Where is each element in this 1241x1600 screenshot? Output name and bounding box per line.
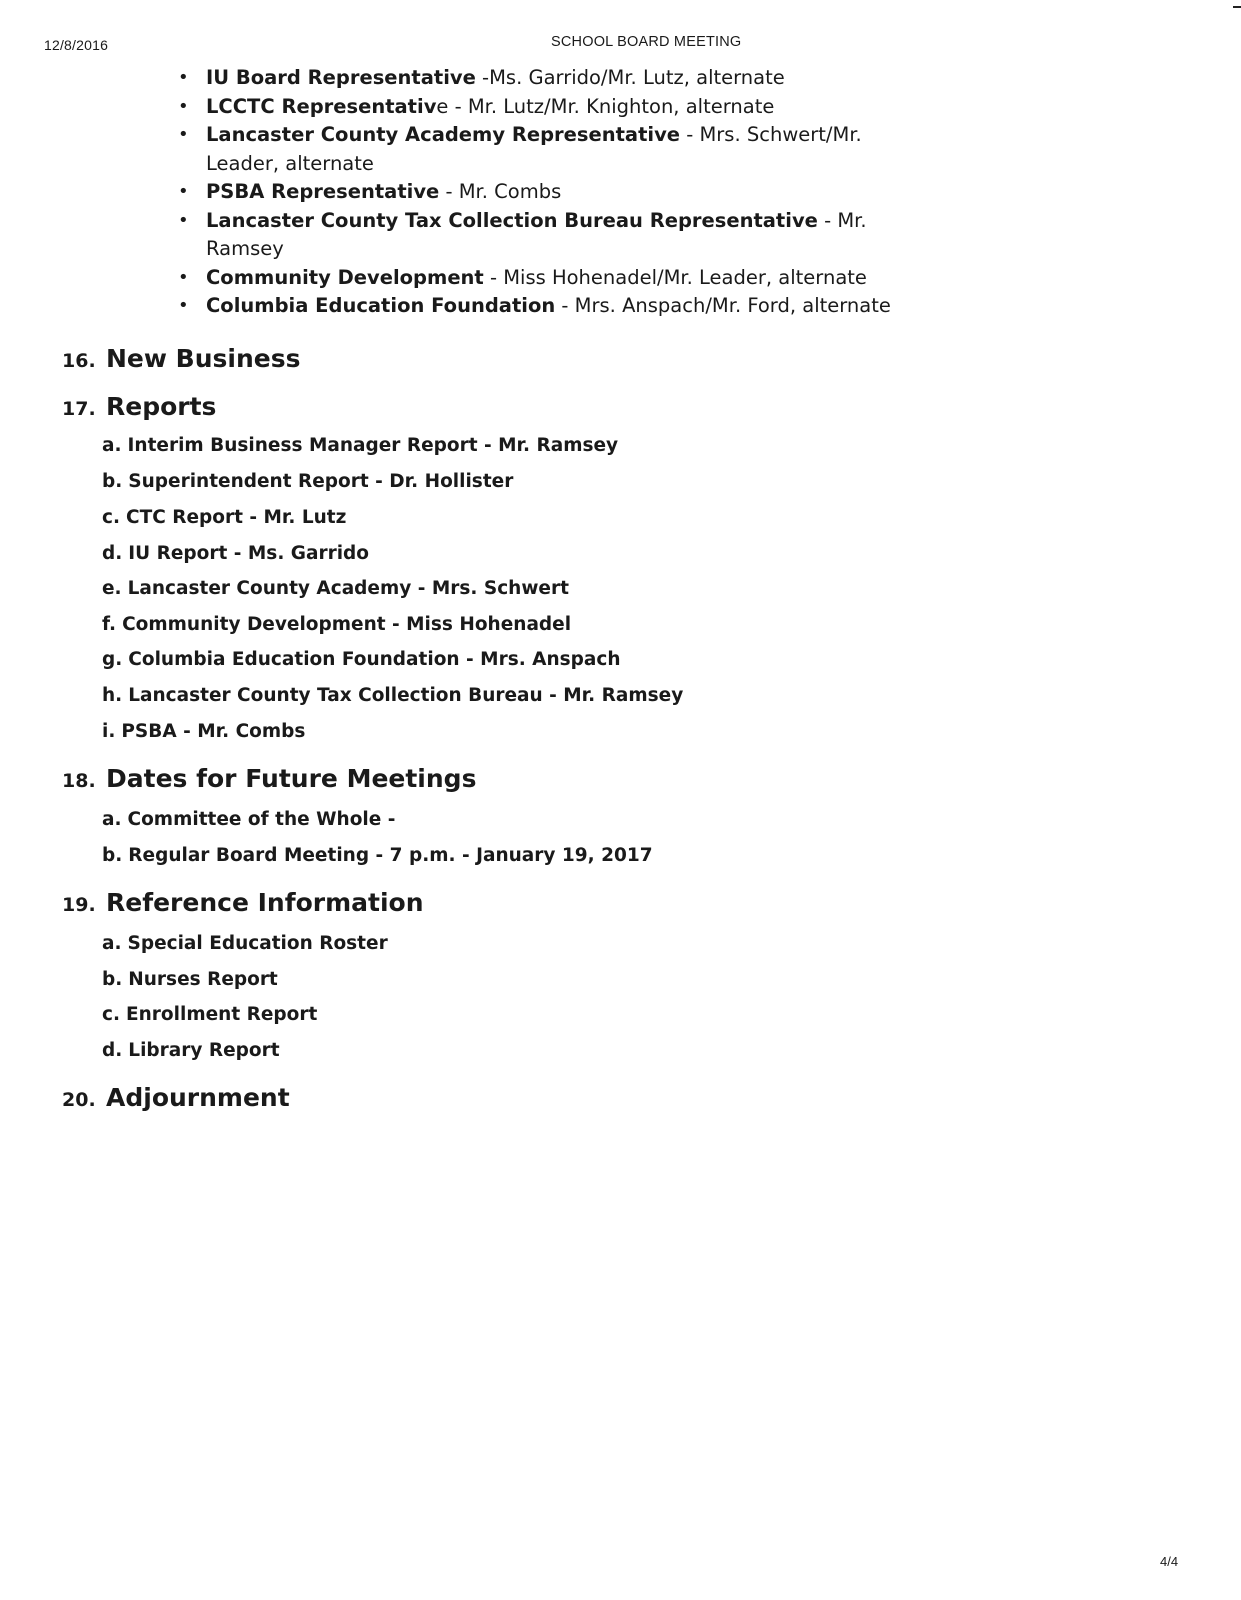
list-item <box>102 543 369 564</box>
role-detail: - Mrs. Schwert/Mr. Leader, alternate <box>206 123 862 175</box>
item-letter: c. <box>102 507 120 528</box>
item-letter: a. <box>102 809 122 830</box>
list-item <box>102 471 513 492</box>
list-item <box>102 721 305 742</box>
role-detail: e - Mr. Lutz/Mr. Knighton, alternate <box>436 94 775 118</box>
item-text: Columbia Education Foundation - Mrs. Anspach <box>128 649 621 670</box>
page-edge-mark <box>1233 6 1241 8</box>
bullet-icon: • <box>178 124 189 145</box>
list-item <box>102 614 571 635</box>
section-title: Reference Information <box>106 888 424 917</box>
section-number: 19. <box>62 894 96 916</box>
section-heading-future-meetings <box>62 764 476 793</box>
item-letter: f. <box>102 614 117 635</box>
representatives-list <box>178 64 906 321</box>
item-letter: a. <box>102 435 122 456</box>
item-text: PSBA - Mr. Combs <box>121 721 306 742</box>
list-item <box>102 845 653 866</box>
role-detail: - Mr. Ramsey <box>206 208 867 260</box>
item-text: Nurses Report <box>128 969 278 990</box>
section-heading-adjournment <box>62 1083 290 1112</box>
item-letter: b. <box>102 845 123 866</box>
list-item <box>178 292 906 321</box>
header-date: 12/8/2016 <box>44 37 109 53</box>
role-label: Lancaster County Tax Collection Bureau Representative <box>206 208 818 232</box>
list-item <box>102 969 278 990</box>
list-item <box>178 264 906 293</box>
item-text: IU Report - Ms. Garrido <box>128 543 369 564</box>
page-number: 4/4 <box>1160 1554 1179 1569</box>
item-text: Special Education Roster <box>127 933 388 954</box>
header-title: SCHOOL BOARD MEETING <box>551 34 742 50</box>
bullet-icon: • <box>178 95 189 117</box>
item-text: Committee of the Whole - <box>127 809 396 830</box>
list-item <box>178 93 906 122</box>
list-item <box>102 685 683 706</box>
list-item <box>102 649 621 670</box>
role-detail: -Ms. Garrido/Mr. Lutz, alternate <box>475 66 785 89</box>
section-number: 20. <box>62 1089 96 1111</box>
section-heading-new-business <box>62 344 301 373</box>
item-letter: a. <box>102 933 122 954</box>
item-letter: i. <box>102 721 116 742</box>
bullet-icon: • <box>178 181 189 202</box>
bullet-icon: • <box>178 266 189 288</box>
section-heading-reference-information <box>62 888 424 917</box>
role-label: Community Development <box>206 265 484 289</box>
item-text: Interim Business Manager Report - Mr. Ramsey <box>127 435 619 456</box>
role-label: LCCTC Representativ <box>206 94 437 118</box>
item-text: Lancaster County Tax Collection Bureau - Mr. Ramsey <box>128 685 684 706</box>
section-title: Dates for Future Meetings <box>106 764 477 793</box>
role-label: Columbia Education Foundation <box>206 294 556 317</box>
role-detail: - Mrs. Anspach/Mr. Ford, alternate <box>555 294 891 317</box>
list-item <box>102 435 618 456</box>
list-item <box>102 933 388 954</box>
item-letter: g. <box>102 649 123 670</box>
section-title: New Business <box>106 344 301 373</box>
list-item <box>102 809 395 830</box>
section-title: Reports <box>106 392 217 421</box>
list-item <box>102 507 346 528</box>
section-number: 17. <box>62 398 96 420</box>
list-item <box>178 207 906 264</box>
item-letter: d. <box>102 543 123 564</box>
role-detail: - Mr. Combs <box>439 180 562 203</box>
item-letter: b. <box>102 969 123 990</box>
bullet-icon: • <box>178 209 189 231</box>
role-detail: - Miss Hohenadel/Mr. Leader, alternate <box>483 265 867 289</box>
section-number: 16. <box>62 350 96 372</box>
bullet-icon: • <box>178 67 189 88</box>
list-item <box>102 1040 280 1061</box>
role-label: IU Board Representative <box>206 66 476 89</box>
list-item <box>178 121 906 178</box>
item-text: Superintendent Report - Dr. Hollister <box>128 471 514 492</box>
section-number: 18. <box>62 770 96 792</box>
section-heading-reports <box>62 392 216 421</box>
bullet-icon: • <box>178 295 189 316</box>
item-letter: e. <box>102 578 122 599</box>
item-text: Regular Board Meeting - 7 p.m. - January 19, 2017 <box>128 845 653 866</box>
item-text: Library Report <box>128 1040 280 1061</box>
item-letter: d. <box>102 1040 123 1061</box>
item-text: CTC Report - Mr. Lutz <box>126 507 347 528</box>
list-item <box>178 64 906 93</box>
item-letter: b. <box>102 471 123 492</box>
list-item <box>178 178 906 207</box>
role-label: Lancaster County Academy Representative <box>206 123 681 146</box>
item-letter: h. <box>102 685 123 706</box>
role-label: PSBA Representative <box>206 180 440 203</box>
list-item <box>102 578 569 599</box>
item-text: Enrollment Report <box>126 1004 318 1025</box>
item-text: Community Development - Miss Hohenadel <box>122 614 572 635</box>
list-item <box>102 1004 317 1025</box>
item-text: Lancaster County Academy - Mrs. Schwert <box>127 578 569 599</box>
item-letter: c. <box>102 1004 120 1025</box>
section-title: Adjournment <box>106 1083 290 1112</box>
